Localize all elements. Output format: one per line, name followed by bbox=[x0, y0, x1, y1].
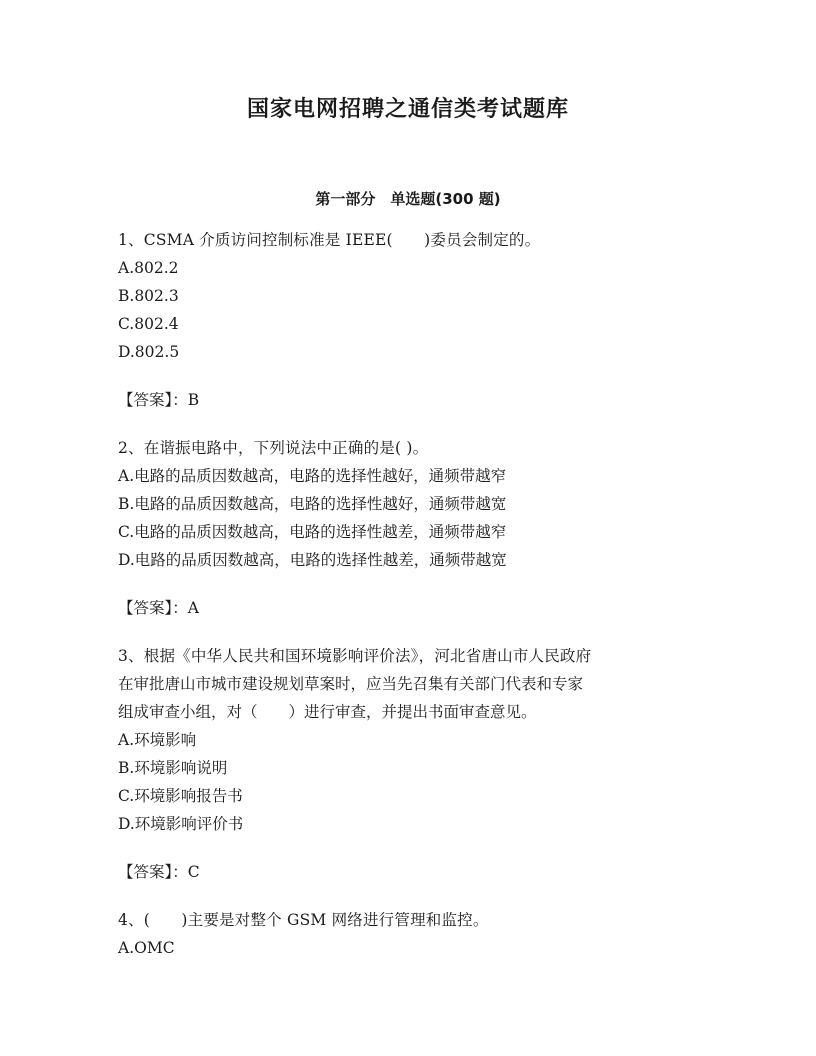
question-3 bbox=[118, 642, 708, 886]
question-stem: 4、( )主要是对整个 GSM 网络进行管理和监控。 bbox=[118, 911, 489, 929]
option-a: A.电路的品质因数越高，电路的选择性越好，通频带越窄 bbox=[118, 467, 507, 485]
answer-line: 【答案】：A bbox=[118, 599, 199, 617]
option-d: D.电路的品质因数越高，电路的选择性越差，通频带越宽 bbox=[118, 551, 507, 569]
answer-line: 【答案】：C bbox=[118, 863, 200, 881]
answer-line: 【答案】：B bbox=[118, 391, 200, 409]
option-c: C.电路的品质因数越高，电路的选择性越差，通频带越窄 bbox=[118, 523, 507, 541]
option-b: B.802.3 bbox=[118, 287, 179, 305]
question-2 bbox=[118, 434, 708, 622]
option-a: A.OMC bbox=[118, 939, 175, 957]
option-b: B.环境影响说明 bbox=[118, 759, 228, 777]
question-4 bbox=[118, 906, 708, 962]
question-stem-line-3: 组成审查小组，对（ ）进行审查，并提出书面审查意见。 bbox=[118, 703, 537, 721]
question-list bbox=[118, 226, 708, 962]
option-d: D.环境影响评价书 bbox=[118, 815, 244, 833]
question-1 bbox=[118, 226, 708, 414]
option-c: C.环境影响报告书 bbox=[118, 787, 243, 805]
question-stem-line-1: 3、根据《中华人民共和国环境影响评价法》，河北省唐山市人民政府 bbox=[118, 647, 592, 665]
option-a: A.802.2 bbox=[118, 259, 179, 277]
option-c: C.802.4 bbox=[118, 315, 179, 333]
question-stem: 2、在谐振电路中，下列说法中正确的是( )。 bbox=[118, 439, 429, 457]
document-title: 国家电网招聘之通信类考试题库 bbox=[246, 97, 569, 122]
option-a: A.环境影响 bbox=[118, 731, 197, 749]
option-b: B.电路的品质因数越高，电路的选择性越好，通频带越宽 bbox=[118, 495, 507, 513]
section-title: 第一部分 单选题(300 题) bbox=[315, 190, 501, 208]
question-stem: 1、CSMA 介质访问控制标准是 IEEE( )委员会制定的。 bbox=[118, 231, 541, 249]
question-stem-line-2: 在审批唐山市城市建设规划草案时，应当先召集有关部门代表和专家 bbox=[118, 675, 584, 693]
option-d: D.802.5 bbox=[118, 343, 180, 361]
